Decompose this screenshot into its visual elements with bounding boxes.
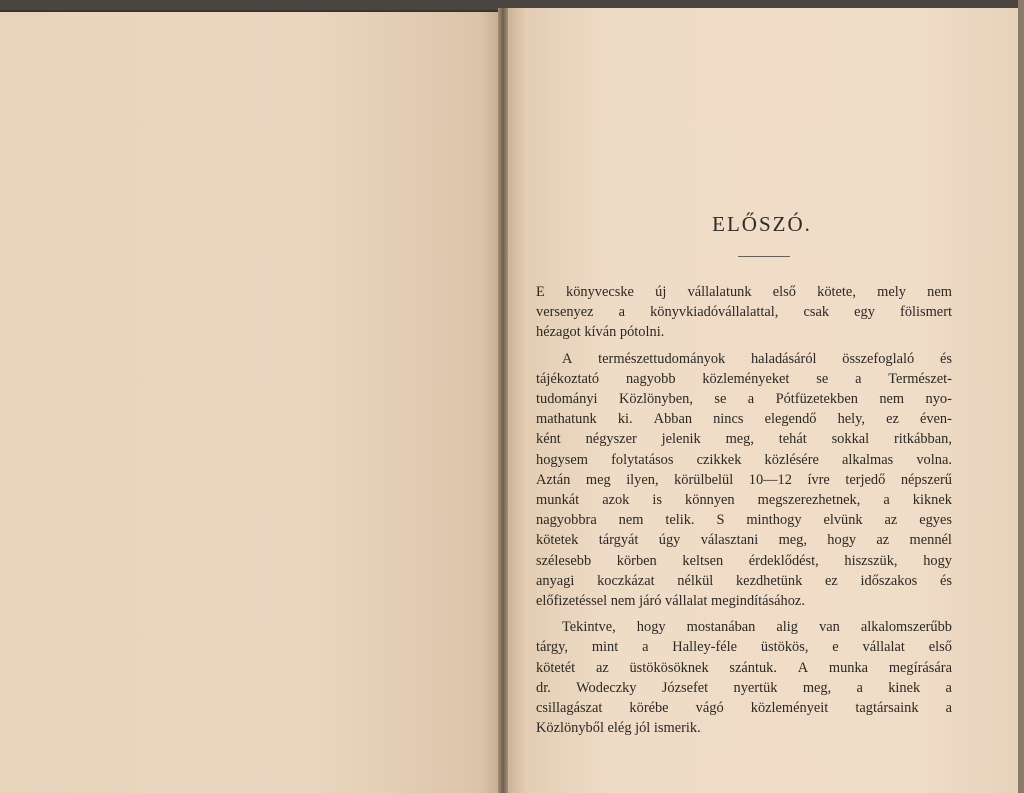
text-line: A természettudományok haladásáról összefoglaló és (562, 350, 952, 367)
text-line: munkát azok is könnyen megszerezhetnek, a kiknek (536, 492, 952, 509)
book-gutter (498, 8, 508, 793)
text-line: E könyvecske új vállalatunk első kötete, mely nem (536, 284, 952, 300)
text-line: Tekintve, hogy mostanában alig van alkalomszerűbb (562, 619, 952, 636)
paragraph (536, 282, 952, 343)
text-line: csillagászat körébe vágó közleményeit tagtársaink a (536, 700, 952, 717)
paragraph (536, 349, 952, 612)
text-line: anyagi koczkázat nélkül kezdhetünk ez időszakos és (536, 572, 952, 589)
text-line: tárgy, mint a Halley-féle üstökös, e vállalat első (536, 639, 952, 656)
text-line: dr. Wodeczky Józsefet nyertük meg, a kinek a (536, 679, 952, 696)
text-line: tudományi Közlönyben, se a Pótfüzetekben nem nyo- (536, 391, 952, 408)
left-page (0, 12, 500, 793)
text-line: kötetét az üstökösöknek szántuk. A munka megírására (536, 659, 952, 676)
text-line: Közlönyből elég jól ismerik. (536, 720, 701, 737)
text-line: tájékoztató nagyobb közleményeket se a Természet- (536, 370, 952, 387)
text-line: szélesebb körben keltsen érdeklődést, hiszszük, hogy (536, 552, 952, 569)
preface-text (536, 282, 952, 738)
book-right-edge (1018, 0, 1024, 793)
text-line: versenyez a könyvkiadóvállalattal, csak egy fölismert (536, 304, 952, 321)
page-title: ELŐSZÓ. (712, 212, 812, 236)
title-rule (738, 256, 790, 257)
text-line: Aztán meg ilyen, körülbelül 10—12 ívre terjedő népszerű (536, 471, 952, 488)
text-line: nagyobbra nem telik. S minthogy elvünk az egyes (536, 512, 952, 529)
paragraph (536, 617, 952, 738)
text-line: mathatunk ki. Abban nincs elegendő hely, ez éven- (536, 411, 952, 428)
text-line: hézagot kíván pótolni. (536, 324, 665, 341)
text-line: kötetek tárgyát úgy választani meg, hogy az mennél (536, 532, 952, 549)
text-line: előfizetéssel nem járó vállalat megindításához. (536, 593, 805, 610)
text-line: hogysem folytatásos czikkek közlésére alkalmas volna. (536, 451, 952, 468)
text-line: ként négyszer jelenik meg, tehát sokkal ritkábban, (536, 431, 952, 448)
